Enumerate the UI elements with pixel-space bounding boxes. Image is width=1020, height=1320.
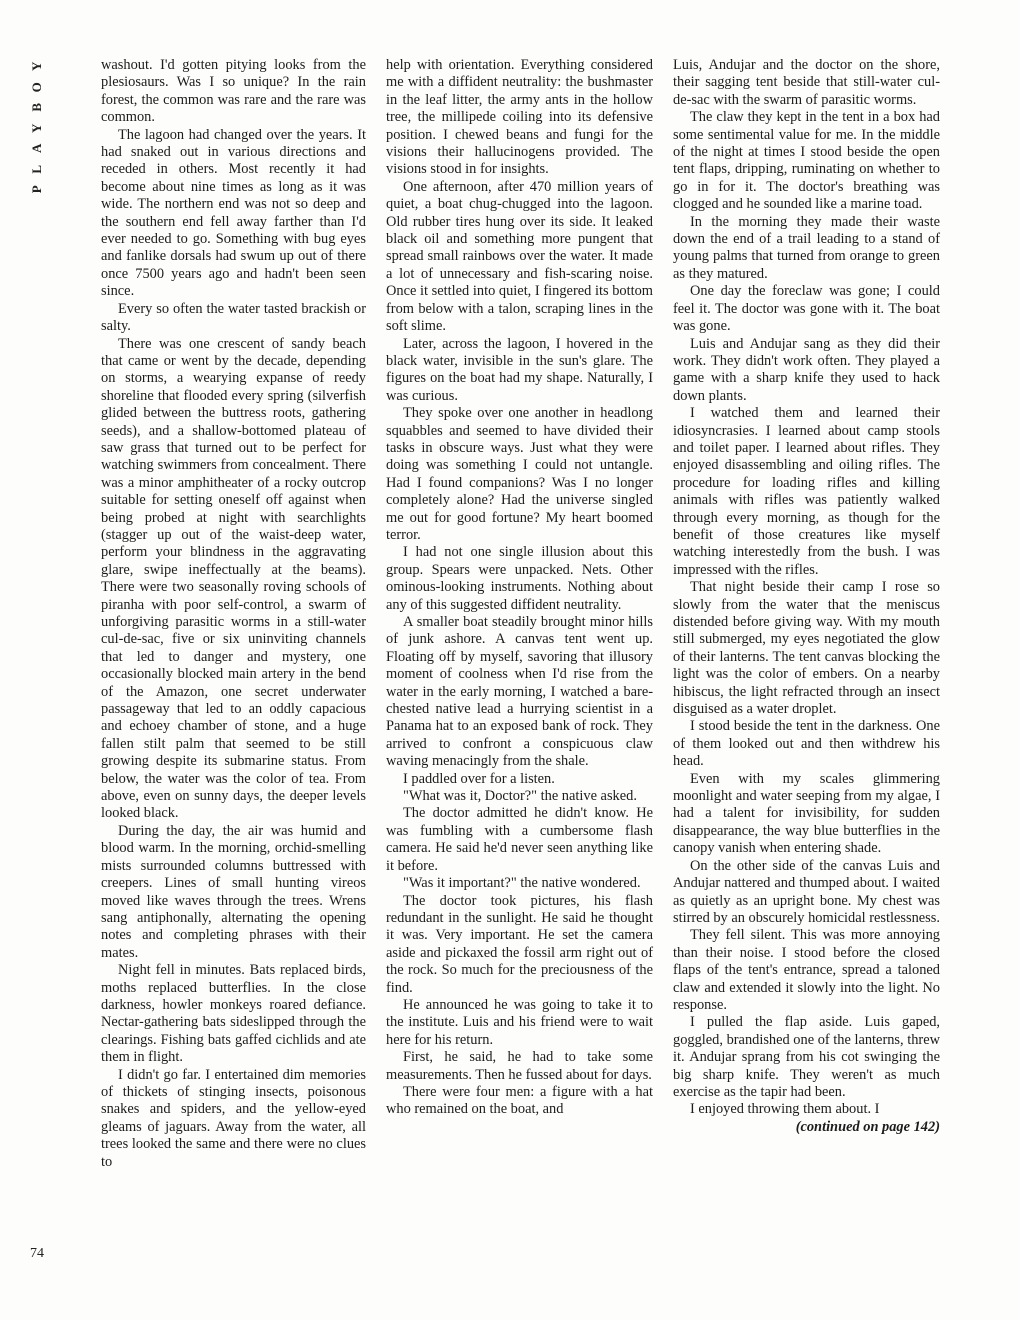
paragraph: They fell silent. This was more annoying than their noise. I stood before the closed flaps of the tent's entrance, spread a taloned claw and extended it slowly into the light. No response. (673, 927, 940, 1013)
magazine-masthead-vertical (26, 56, 48, 200)
paragraph: One afternoon, after 470 million years of quiet, a boat chug-chugged into the lagoon. Old rubber tires hung over its side. It leaked black oil and something more pungent that spread small rainbows over the water. It made a lot of unnecessary and fish-scaring noise. Once it settled into quiet, I fingered its bottom from below with a talon, scraping lines in the soft slime. (386, 178, 653, 335)
paragraph: First, he said, he had to take some measurements. Then he fussed about for days. (386, 1049, 653, 1083)
paragraph: Night fell in minutes. Bats replaced birds, moths replaced butterflies. In the close darkness, howler monkeys roared defiance. Nectar-gathering bats sideslipped through the clearings. Fishing bats gaffed cichlids and ate them in flight. (101, 962, 366, 1066)
continuation-note: (continued on page 142) (795, 1118, 940, 1135)
paragraph: During the day, the air was humid and blood warm. In the morning, orchid-smelling mists surrounded columns buttressed with creepers. Lines of small hunting vireos moved like waves through the trees. Wrens sang antiphonally, alternating the opening notes and completing phrases with their mates. (101, 822, 366, 961)
masthead-letter: O (28, 81, 44, 92)
paragraph: The claw they kept in the tent in a box had some sentimental value for me. In the middle of the night at times I stood beside the open tent flaps, dripping, ruminating on whether to go in for it. The doctor's breathing was clogged and he sounded like a marine toad. (673, 109, 940, 213)
paragraph: The lagoon had changed over the years. It had snaked out in various directions and receded in others. Most recently it had become about nine times as long as it was wide. The northern end was not so deep and the southern end fell away farther than I'd ever needed to go. Something with bug eyes and fanlike dorsals had swum up out of there once 7500 years ago and hadn't been seen since. (101, 126, 366, 300)
paragraph: Luis and Andujar sang as they did their work. They didn't work often. They played a game with a sharp knife they used to hack down plants. (673, 335, 940, 404)
paragraph: One day the foreclaw was gone; I could feel it. The doctor was gone with it. The boat was gone. (673, 283, 940, 335)
paragraph: That night beside their camp I rose so slowly from the water that the meniscus distended before giving way. With my mouth still submerged, my eyes negotiated the glow of their lanterns. The tent canvas blocking the light was the color of embers. On a nearby hibiscus, the light refracted through an insect disguised as a water droplet. (673, 579, 940, 718)
paragraph: In the morning they made their waste down the end of a trail leading to a stand of young palms that turned from orange to green as they matured. (673, 213, 940, 282)
masthead-letter: A (28, 143, 44, 153)
paragraph: Every so often the water tasted brackish or salty. (101, 300, 366, 335)
paragraph: "Was it important?" the native wondered. (403, 875, 641, 892)
paragraph: I had not one single illusion about this group. Spears were unpacked. Nets. Other ominous-looking instruments. Nothing about any of this suggested diffident neutrality. (386, 544, 653, 613)
masthead-letter: Y (28, 61, 44, 71)
text-column-2 (386, 57, 653, 1119)
paragraph: Even with my scales glimmering moonlight and water seeping from my algae, I had a talent for invisibility, for sudden disappearance, the way blue butterflies in the canopy vanish when entering shade. (673, 770, 940, 857)
paragraph: On the other side of the canvas Luis and Andujar nattered and thumped about. I waited as quietly as an upright bone. My chest was stirred by an obscurely homicidal restlessness. (673, 857, 940, 926)
paragraph: They spoke over one another in headlong squabbles and seemed to have divided their tasks in obscure ways. Just what they were doing was something I could not untangle. Had I found companions? Was I no longer completely alone? Had the universe singled me out for good fortune? My heart boomed terror. (386, 405, 653, 543)
paragraph: I pulled the flap aside. Luis gaped, goggled, brandished one of the lanterns, threw it. Andujar sprang from his cot swinging the big sharp knife. They weren't as much exercise as the tapir had been. (673, 1014, 940, 1100)
masthead-letter: Y (28, 123, 44, 133)
text-column-3 (673, 57, 940, 1136)
paragraph: I didn't go far. I entertained dim memories of thickets of stinging insects, poisonous snakes and spiders, and the yellow-eyed gleams of jaguars. Away from the water, all trees looked the same and there were no clues to (101, 1066, 366, 1170)
masthead-letter: B (28, 102, 44, 112)
page-number: 74 (30, 1246, 44, 1261)
paragraph: "What was it, Doctor?" the native asked. (403, 788, 637, 805)
paragraph: I enjoyed throwing them about. I (690, 1101, 880, 1118)
paragraph: washout. I'd gotten pitying looks from the plesiosaurs. Was I so unique? In the rain forest, the common was rare and the rare was common. (101, 57, 366, 126)
masthead-letter: P (28, 185, 44, 194)
paragraph: There were four men: a figure with a hat who remained on the boat, and (386, 1083, 653, 1118)
paragraph: He announced he was going to take it to the institute. Luis and his friend were to wait here for his return. (386, 996, 653, 1048)
paragraph: There was one crescent of sandy beach that came or went by the decade, depending on storms, a wearying expanse of reedy shoreline that flooded every spring (silverfish glided between the buttress roots, gathering seeds), and a shallow-bottomed plateau of saw grass that turned out to be perfect for watching swimmers from concealment. There was a minor amphitheater of a rocky outcrop suitable for setting oneself off against when being probed at night with searchlights (stagger up out of the waist-deep water, perform your blindness in the aggravating glare, swipe ineffectually at the beams). There were two seasonally roving schools of piranha with poor self-control, a swarm of unforgiving parasitic worms in a still-water cul-de-sac, five or six uninviting channels that led to danger and mystery, one occasionally blocked main artery in the bend of the Amazon, one secret underwater passageway that led to an oddly capacious and echoey chamber of stone, and a huge fallen stilt palm that seemed to be still growing despite its submarine status. From below, the water was the color of tea. From above, even on sunny days, the deeper levels looked black. (101, 335, 366, 822)
paragraph: The doctor admitted he didn't know. He was fumbling with a cumbersome flash camera. He said he'd never seen anything like it before. (386, 805, 653, 874)
paragraph: Later, across the lagoon, I hovered in the black water, invisible in the sun's glare. The figures on the boat had my shape. Naturally, I was curious. (386, 335, 653, 404)
paragraph: Luis, Andujar and the doctor on the shore, their sagging tent beside that still-water cul-de-sac with the swarm of parasitic worms. (673, 57, 940, 108)
paragraph: I watched them and learned their idiosyncrasies. I learned about camp stools and toilet paper. I learned about rifles. They enjoyed disassembling and oiling rifles. The procedure for loading rifles and killing animals with rifles was patiently walked through every morning, as though for the benefit of those creatures like myself watching interestedly from the bush. I was impressed with the rifles. (673, 405, 940, 578)
paragraph: A smaller boat steadily brought minor hills of junk ashore. A canvas tent went up. Floating off by myself, savoring that illusory moment of coolness when I'd rise from the water in the early morning, I watched a bare-chested native lead a hurrying scientist in a Panama hat to an exposed bank of rock. They arrived to confront a conspicuous claw waving menacingly from the shale. (386, 614, 653, 770)
paragraph: I stood beside the tent in the darkness. One of them looked out and then withdrew his head. (673, 718, 940, 770)
paragraph: The doctor took pictures, his flash redundant in the sunlight. He said he thought it was. Very important. He set the camera aside and pickaxed the fossil arm right out of the rock. So much for the preciousness of the find. (386, 892, 653, 996)
paragraph: help with orientation. Everything considered me with a diffident neutrality: the bushmaster in the leaf litter, the army ants in the hollow tree, the millipede coiling into its defensive position. I chewed beans and fungi for the visions their hallucinogens provided. The visions stood in for insights. (386, 57, 653, 178)
masthead-letter: L (28, 164, 44, 174)
paragraph: I paddled over for a listen. (403, 770, 555, 787)
text-column-1 (101, 57, 366, 1171)
